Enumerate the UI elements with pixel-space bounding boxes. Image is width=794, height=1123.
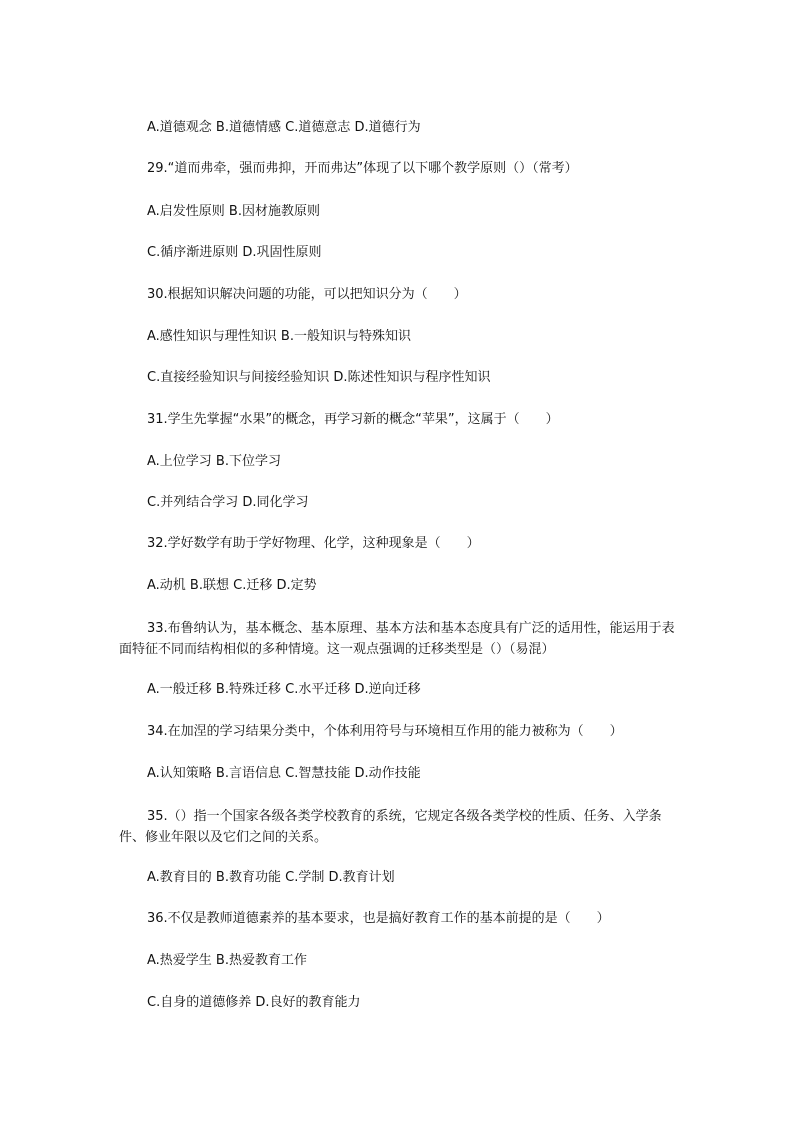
question-36: 36.不仅是教师道德素养的基本要求，也是搞好教育工作的基本前提的是（ ） xyxy=(147,911,610,926)
options-q31-ab: A.上位学习 B.下位学习 xyxy=(147,454,281,469)
options-q31-cd: C.并列结合学习 D.同化学习 xyxy=(147,495,309,510)
options-q36-ab: A.热爱学生 B.热爱教育工作 xyxy=(147,953,307,968)
question-29: 29.“道而弗牵，强而弗抑，开而弗达”体现了以下哪个教学原则（）（常考） xyxy=(147,161,578,176)
question-31: 31.学生先掌握“水果”的概念，再学习新的概念“苹果”，这属于（ ） xyxy=(147,412,559,427)
question-32: 32.学好数学有助于学好物理、化学，这种现象是（ ） xyxy=(147,536,480,551)
options-q30-ab: A.感性知识与理性知识 B.一般知识与特殊知识 xyxy=(147,329,411,344)
question-34: 34.在加涅的学习结果分类中，个体利用符号与环境相互作用的能力被称为（ ） xyxy=(147,724,623,739)
question-33: 33.布鲁纳认为，基本概念、基本原理、基本方法和基本态度具有广泛的适用性，能运用于表面特征不同而结构相似的多种情境。这一观点强调的迁移类型是（）（易混） xyxy=(119,621,675,657)
question-30: 30.根据知识解决问题的功能，可以把知识分为（ ） xyxy=(147,287,467,302)
options-q33: A.一般迁移 B.特殊迁移 C.水平迁移 D.逆向迁移 xyxy=(147,682,421,697)
options-q29-ab: A.启发性原则 B.因材施教原则 xyxy=(147,204,320,219)
options-q28: A.道德观念 B.道德情感 C.道德意志 D.道德行为 xyxy=(147,120,421,135)
options-q30-cd: C.直接经验知识与间接经验知识 D.陈述性知识与程序性知识 xyxy=(147,370,491,385)
options-q29-cd: C.循序渐进原则 D.巩固性原则 xyxy=(147,245,322,260)
options-q32: A.动机 B.联想 C.迁移 D.定势 xyxy=(147,578,317,593)
options-q34: A.认知策略 B.言语信息 C.智慧技能 D.动作技能 xyxy=(147,766,421,781)
question-35: 35.（）指一个国家各级各类学校教育的系统，它规定各级各类学校的性质、任务、入学条件、修业年限以及它们之间的关系。 xyxy=(119,809,662,845)
options-q35: A.教育目的 B.教育功能 C.学制 D.教育计划 xyxy=(147,870,395,885)
options-q36-cd: C.自身的道德修养 D.良好的教育能力 xyxy=(147,995,361,1010)
